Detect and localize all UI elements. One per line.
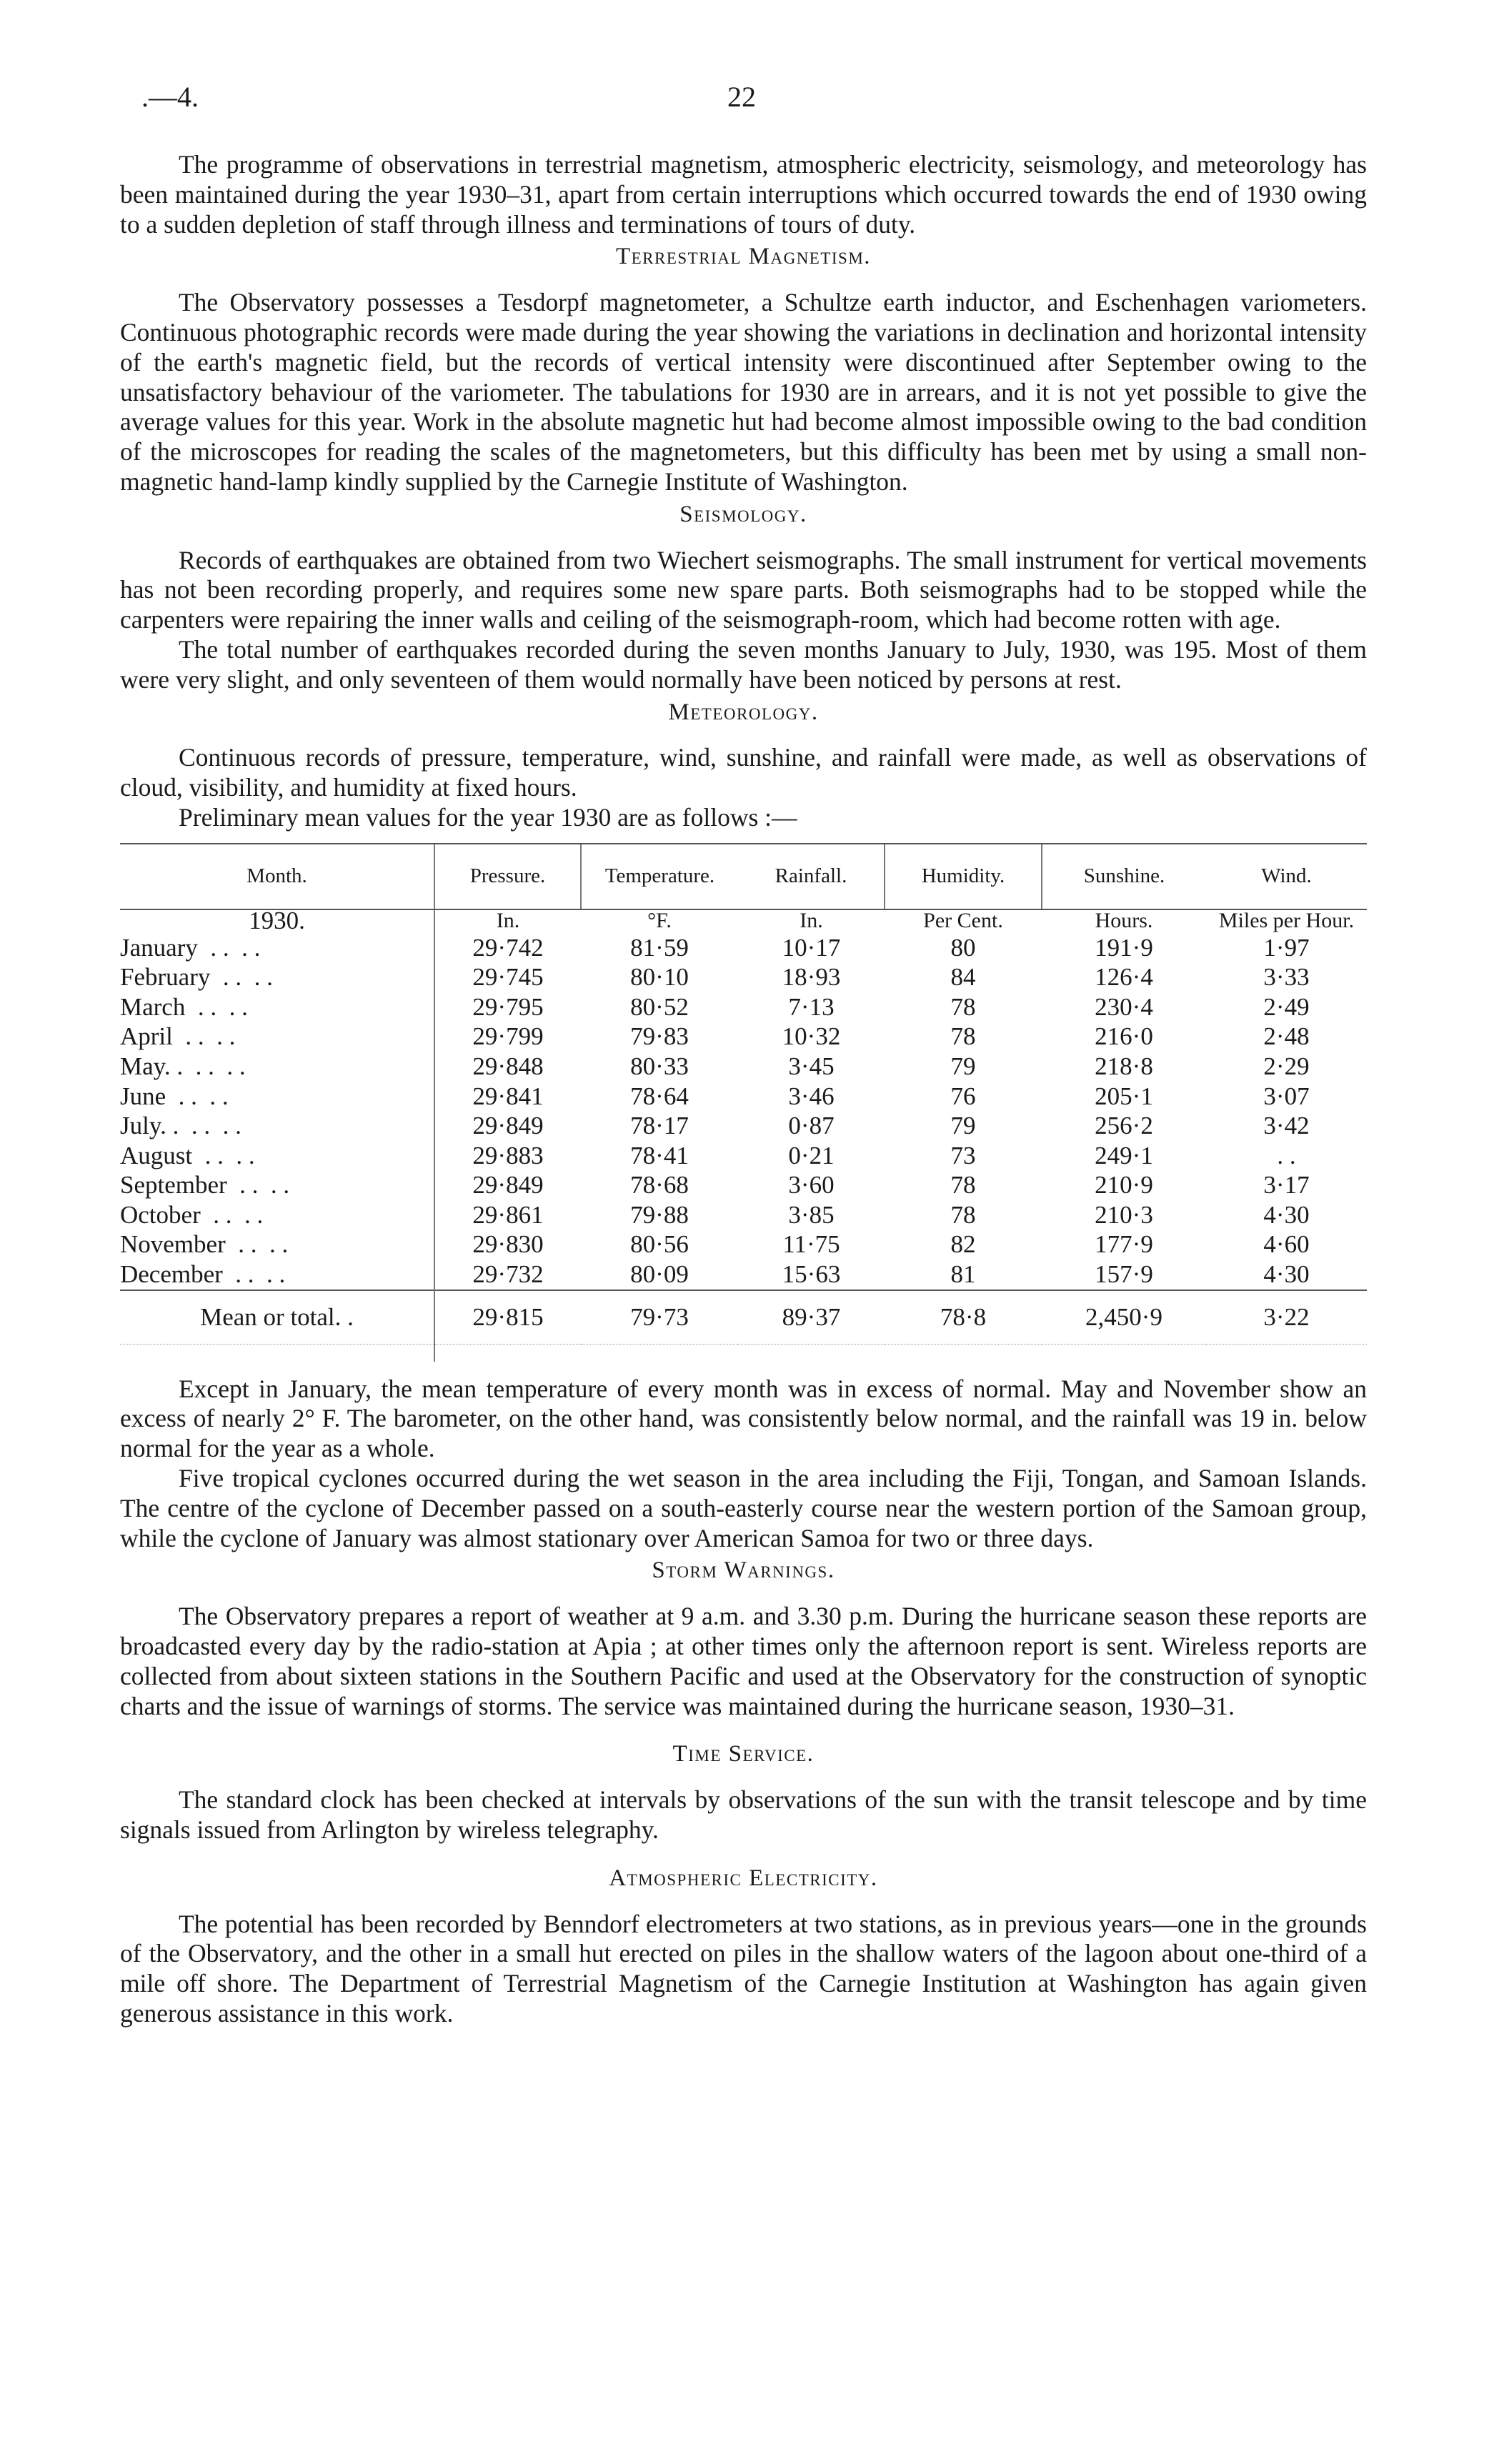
sunshine-cell: 249·1 (1095, 1141, 1153, 1169)
page-header (0, 80, 1494, 123)
humidity-cell: 76 (950, 1082, 976, 1110)
rainfall-cell: 10·17 (782, 933, 841, 962)
unit-humidity: Per Cent. (923, 908, 1003, 932)
rainfall-cell: 18·93 (782, 963, 841, 992)
temperature-cell: 79·83 (630, 1022, 689, 1051)
meteorology-paragraph-2: Preliminary mean values for the year 1930 are as follows :— (179, 802, 797, 832)
pressure-cell: 29·841 (434, 1082, 581, 1112)
sunshine-cell: 191·9 (1095, 933, 1153, 962)
table-row (120, 1229, 1367, 1260)
humidity-cell: 79 (950, 1052, 976, 1080)
pressure-cell: 29·799 (434, 1022, 581, 1052)
section-heading-terrestrial-magnetism: Terrestrial Magnetism. (615, 244, 872, 270)
time-service-paragraph: The standard clock has been checked at intervals by observations of the sun with the transit telescope and by time signals issued from Arlington by wireless telegraphy. (120, 1785, 1367, 1845)
total-temperature: 79·73 (581, 1290, 738, 1345)
wind-cell: 3·33 (1263, 963, 1310, 992)
rainfall-cell: 3·85 (788, 1200, 835, 1229)
table-row (120, 992, 1367, 1022)
month-cell: December . . . . (120, 1260, 286, 1289)
temperature-cell: 80·56 (630, 1230, 689, 1259)
total-pressure: 29·815 (434, 1290, 581, 1345)
rainfall-cell: 11·75 (782, 1230, 840, 1259)
wind-cell: 1·97 (1263, 933, 1310, 962)
sunshine-cell: 256·2 (1095, 1112, 1153, 1140)
pressure-cell: 29·795 (434, 992, 581, 1022)
meteorology-paragraph-3: Except in January, the mean temperature of every month was in excess of normal. May and November show an excess of nearly 2° F. The barometer, on the other hand, was consistently below normal, and the rainfall was 19 in. below normal for the year as a whole. (120, 1374, 1367, 1463)
section-heading-seismology: Seismology. (679, 501, 807, 527)
table-units-row (120, 909, 1367, 933)
table-row (120, 1111, 1367, 1141)
section-heading-storm-warnings: Storm Warnings. (652, 1557, 835, 1584)
month-cell: March . . . . (120, 992, 248, 1021)
month-cell: January . . . . (120, 933, 261, 962)
pressure-cell: 29·732 (434, 1260, 581, 1290)
table-row (120, 933, 1367, 963)
storm-warnings-paragraph: The Observatory prepares a report of weather at 9 a.m. and 3.30 p.m. During the hurricane season these reports are broadcasted every day by the radio-station at Apia ; at other times only the afternoon report is sent. Wireless reports are collected from about sixteen stations in the Southern Pacific and used at the Observatory for the construction of synoptic charts and the issue of warnings of storms. The service was maintained during the hurricane season, 1930–31. (120, 1602, 1367, 1720)
temperature-cell: 78·17 (630, 1112, 689, 1140)
atmospheric-electricity-paragraph: The potential has been recorded by Benndorf electrometers at two stations, as in previous years—one in the grounds of the Observatory, and the other in a small hut erected on piles in the shallow waters of the lagoon about one-third of a mile off shore. The Department of Terrestrial Magnetism of the Carnegie Institution at Washington has again given generous assistance in this work. (120, 1909, 1367, 2027)
rainfall-cell: 10·32 (782, 1022, 841, 1051)
sunshine-cell: 218·8 (1095, 1052, 1153, 1080)
column-header-rainfall: Rainfall. (738, 844, 885, 909)
humidity-cell: 78 (950, 1171, 976, 1199)
temperature-cell: 80·09 (630, 1260, 689, 1289)
column-header-month: Month. (120, 844, 434, 909)
unit-sunshine: Hours. (1095, 908, 1153, 932)
column-header-sunshine: Sunshine. (1042, 844, 1206, 909)
wind-cell: . . (1277, 1141, 1296, 1169)
humidity-cell: 73 (950, 1141, 976, 1169)
sunshine-cell: 126·4 (1095, 963, 1153, 992)
column-header-wind: Wind. (1206, 844, 1367, 909)
seismology-paragraph-2: The total number of earthquakes recorded during the seven months January to July, 1930, was 195. Most of them were very slight, and only seventeen of them would normally have been noticed by persons at rest. (120, 634, 1367, 694)
wind-cell: 4·60 (1263, 1230, 1310, 1259)
month-cell: February . . . . (120, 963, 273, 992)
month-cell: May. . . . . . (120, 1052, 246, 1080)
section-heading-time-service: Time Service. (672, 1741, 815, 1767)
temperature-cell: 81·59 (630, 933, 689, 962)
seismology-paragraph-1: Records of earthquakes are obtained from two Wiechert seismographs. The small instrument for vertical movements has not been recording properly, and requires some new spare parts. Both seismographs had to be stopped while the carpenters were repairing the inner walls and ceiling of the seismograph-room, which had become rotten with age. (120, 545, 1367, 634)
rainfall-cell: 7·13 (788, 992, 835, 1021)
section-heading-atmospheric-electricity: Atmospheric Electricity. (609, 1865, 878, 1891)
column-header-humidity: Humidity. (885, 844, 1042, 909)
sunshine-cell: 205·1 (1095, 1082, 1153, 1110)
wind-cell: 4·30 (1263, 1200, 1310, 1229)
page-number: 22 (727, 81, 756, 113)
total-rainfall: 89·37 (738, 1290, 885, 1345)
header-reference: .—4. (141, 81, 199, 113)
humidity-cell: 84 (950, 963, 976, 992)
temperature-cell: 79·88 (630, 1200, 689, 1229)
meteorology-paragraph-4: Five tropical cyclones occurred during the wet season in the area including the Fiji, Tongan, and Samoan Islands. The centre of the cyclone of December passed on a south-easterly course near the western portion of the Samoan group, while the cyclone of January was almost stationary over American Samoa for two or three days. (120, 1464, 1367, 1552)
temperature-cell: 78·68 (630, 1171, 689, 1199)
sunshine-cell: 210·3 (1095, 1200, 1153, 1229)
pressure-cell: 29·830 (434, 1229, 581, 1260)
year-label: 1930. (249, 906, 305, 934)
total-humidity: 78·8 (885, 1290, 1042, 1345)
table-row (120, 1052, 1367, 1082)
wind-cell: 2·49 (1263, 992, 1310, 1021)
column-header-temperature: Temperature. (581, 844, 738, 909)
rainfall-cell: 0·21 (788, 1141, 835, 1169)
sunshine-cell: 230·4 (1095, 992, 1153, 1021)
temperature-cell: 80·52 (630, 992, 689, 1021)
meteorology-paragraph-1: Continuous records of pressure, temperature, wind, sunshine, and rainfall were made, as well as observations of cloud, visibility, and humidity at fixed hours. (120, 743, 1367, 802)
sunshine-cell: 157·9 (1095, 1260, 1153, 1289)
rainfall-cell: 3·60 (788, 1171, 835, 1199)
month-cell: September . . . . (120, 1171, 290, 1199)
section-heading-meteorology: Meteorology. (668, 699, 819, 725)
temperature-cell: 80·33 (630, 1052, 689, 1080)
meteorology-table (120, 843, 1367, 1362)
rainfall-cell: 3·46 (788, 1082, 835, 1110)
wind-cell: 3·17 (1263, 1171, 1310, 1199)
unit-temperature: °F. (647, 908, 672, 932)
unit-wind: Miles per Hour. (1218, 908, 1355, 932)
table-row (120, 1260, 1367, 1290)
humidity-cell: 78 (950, 1022, 976, 1051)
temperature-cell: 80·10 (630, 963, 689, 992)
table-row (120, 962, 1367, 992)
humidity-cell: 79 (950, 1112, 976, 1140)
table-row (120, 1170, 1367, 1200)
temperature-cell: 78·41 (630, 1141, 689, 1169)
pressure-cell: 29·745 (434, 962, 581, 992)
humidity-cell: 80 (950, 933, 976, 962)
sunshine-cell: 216·0 (1095, 1022, 1153, 1051)
pressure-cell: 29·883 (434, 1141, 581, 1171)
table-header-row (120, 844, 1367, 909)
table-end-rule (120, 1344, 1367, 1362)
total-label: Mean or total. . (120, 1290, 434, 1345)
month-cell: April . . . . (120, 1022, 236, 1051)
terrestrial-magnetism-paragraph: The Observatory possesses a Tesdorpf magnetometer, a Schultze earth inductor, and Eschenhagen variometers. Continuous photographic records were made during the year showing the variations in declination and horizontal intensity of the earth's magnetic field, but the records of vertical intensity were discontinued after September owing to the unsatisfactory behaviour of the variometer. The tabulations for 1930 are in arrears, and it is not yet possible to give the average values for this year. Work in the absolute magnetic hut had become almost impossible owing to the bad condition of the microscopes for reading the scales of the magnetometers, but this difficulty has been met by using a small non-magnetic hand-lamp kindly supplied by the Carnegie Institute of Washington. (120, 288, 1367, 496)
month-cell: July. . . . . . (120, 1112, 241, 1140)
table-total-row (120, 1290, 1367, 1345)
page-content (120, 150, 1367, 2029)
rainfall-cell: 3·45 (788, 1052, 835, 1080)
pressure-cell: 29·861 (434, 1200, 581, 1230)
total-sunshine: 2,450·9 (1042, 1290, 1206, 1345)
rainfall-cell: 15·63 (782, 1260, 841, 1289)
wind-cell: 4·30 (1263, 1260, 1310, 1289)
wind-cell: 3·42 (1263, 1112, 1310, 1140)
humidity-cell: 81 (950, 1260, 976, 1289)
unit-pressure: In. (434, 909, 581, 933)
sunshine-cell: 210·9 (1095, 1171, 1153, 1199)
wind-cell: 3·07 (1263, 1082, 1310, 1110)
table-row (120, 1141, 1367, 1171)
month-cell: October . . . . (120, 1200, 264, 1229)
pressure-cell: 29·849 (434, 1111, 581, 1141)
temperature-cell: 78·64 (630, 1082, 689, 1110)
table-row (120, 1022, 1367, 1052)
wind-cell: 2·29 (1263, 1052, 1310, 1080)
pressure-cell: 29·848 (434, 1052, 581, 1082)
column-header-pressure: Pressure. (434, 844, 581, 909)
sunshine-cell: 177·9 (1095, 1230, 1153, 1259)
intro-paragraph: The programme of observations in terrestrial magnetism, atmospheric electricity, seismology, and meteorology has been maintained during the year 1930–31, apart from certain interruptions which occurred towards the end of 1930 owing to a sudden depletion of staff through illness and terminations of tours of duty. (120, 150, 1367, 239)
table-row (120, 1200, 1367, 1230)
wind-cell: 2·48 (1263, 1022, 1310, 1051)
humidity-cell: 78 (950, 1200, 976, 1229)
month-cell: June . . . . (120, 1082, 229, 1110)
humidity-cell: 82 (950, 1230, 976, 1259)
rainfall-cell: 0·87 (788, 1112, 835, 1140)
pressure-cell: 29·849 (434, 1170, 581, 1200)
table-row (120, 1082, 1367, 1112)
unit-rainfall: In. (800, 908, 823, 932)
total-wind: 3·22 (1206, 1290, 1367, 1345)
humidity-cell: 78 (950, 992, 976, 1021)
month-cell: November . . . . (120, 1230, 289, 1259)
pressure-cell: 29·742 (434, 933, 581, 963)
month-cell: August . . . . (120, 1141, 255, 1169)
